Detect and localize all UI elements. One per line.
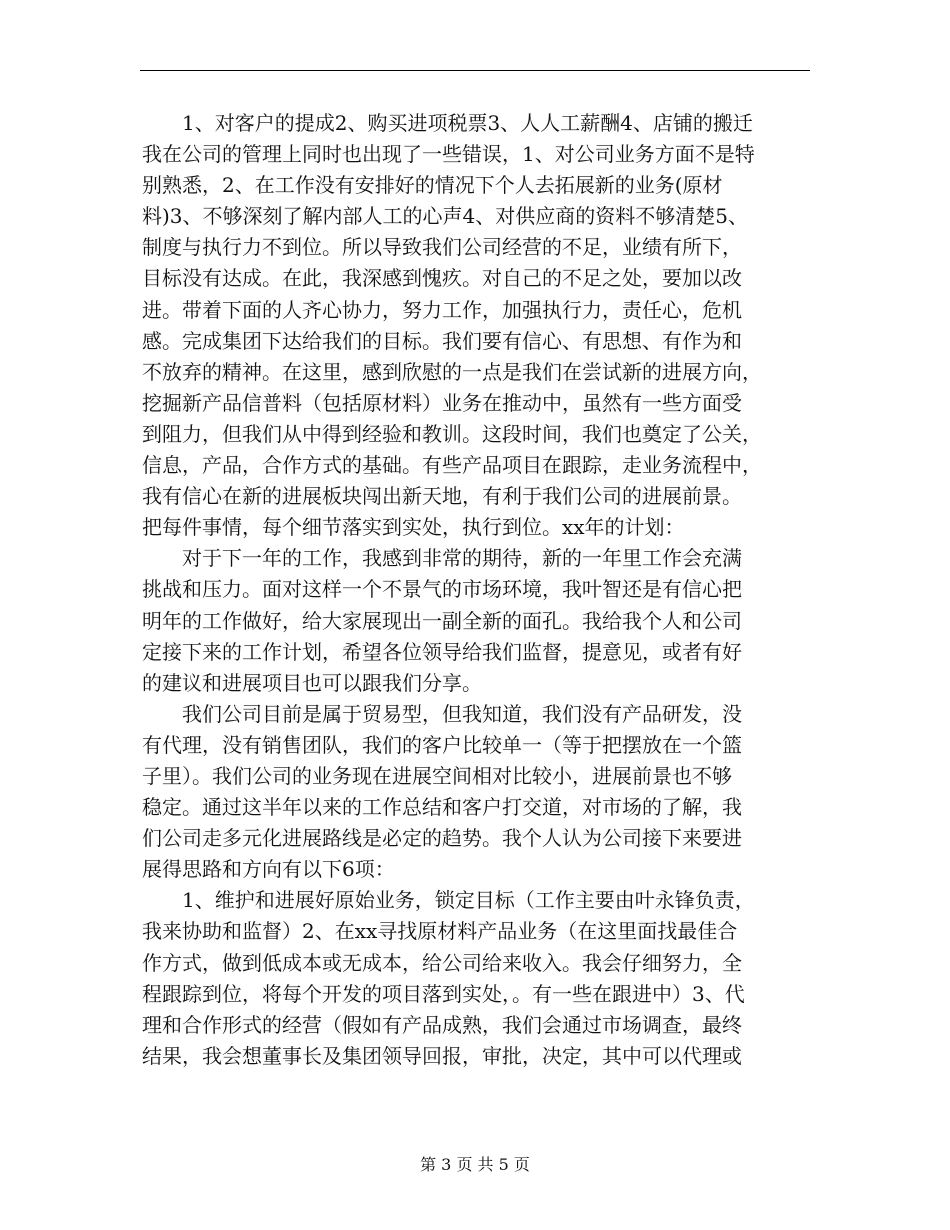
text-line: 对于下一年的工作，我感到非常的期待，新的一年里工作会充满 [182,546,742,571]
text-line: 信息，产品，合作方式的基础。有些产品项目在跟踪，走业务流程中， [142,453,762,478]
text-line: 明年的工作做好，给大家展现出一副全新的面孔。我给我个人和公司 [142,608,742,633]
text-line: 到阻力，但我们从中得到经验和教训。这段时间，我们也奠定了公关， [142,421,762,446]
header-rule [140,70,810,71]
text-line: 挖掘新产品信普料（包括原材料）业务在推动中，虽然有一些方面受 [142,390,742,415]
text-line: 结果，我会想董事长及集团领导回报，审批，决定，其中可以代理或 [142,1043,742,1068]
document-body [142,108,814,1072]
text-line: 我在公司的管理上同时也出现了一些错误，1、对公司业务方面不是特 [142,142,755,167]
text-line: 料)3、不够深刻了解内部人工的心声4、对供应商的资料不够清楚5、 [142,204,748,229]
text-line: 进。带着下面的人齐心协力，努力工作，加强执行力，责任心，危机 [142,297,742,322]
text-line: 目标没有达成。在此，我深感到愧疚。对自己的不足之处，要加以改 [142,266,742,291]
text-line: 有代理，没有销售团队，我们的客户比较单一（等于把摆放在一个篮 [142,732,742,757]
text-line: 1、对客户的提成2、购买进项税票3、人人工薪酬4、店铺的搬迁 [182,111,753,135]
text-line: 别熟悉，2、在工作没有安排好的情况下个人去拓展新的业务(原材 [142,173,723,198]
text-line: 的建议和进展项目也可以跟我们分享。 [142,670,482,695]
text-line: 们公司走多元化进展路线是必定的趋势。我个人认为公司接下来要进 [142,826,742,851]
text-line: 挑战和压力。面对这样一个不景气的市场环境，我叶智还是有信心把 [142,577,742,602]
text-line: 我有信心在新的进展板块闯出新天地，有利于我们公司的进展前景。 [142,484,742,509]
text-line: 把每件事情，每个细节落实到实处，执行到位。xx年的计划： [142,515,685,540]
text-line: 感。完成集团下达给我们的目标。我们要有信心、有思想、有作为和 [142,328,742,353]
text-line: 制度与执行力不到位。所以导致我们公司经营的不足，业绩有所下， [142,235,742,260]
text-line: 1、维护和进展好原始业务，锁定目标（工作主要由叶永锋负责， [182,888,755,913]
text-line: 理和合作形式的经营（假如有产品成熟，我们会通过市场调查，最终 [142,1012,742,1037]
text-line: 展得思路和方向有以下6项： [142,857,395,882]
text-line: 程跟踪到位，将每个开发的项目落到实处，。有一些在跟进中）3、代 [142,981,745,1006]
text-line: 子里）。我们公司的业务现在进展空间相对比较小，进展前景也不够 [142,763,732,788]
text-line: 我来协助和监督）2、在xx寻找原材料产品业务（在这里面找最佳合 [142,919,738,944]
text-line: 不放弃的精神。在这里，感到欣慰的一点是我们在尝试新的进展方向， [142,359,762,384]
text-line: 作方式，做到低成本或无成本，给公司给来收入。我会仔细努力，全 [142,950,742,975]
text-line: 定接下来的工作计划，希望各位领导给我们监督，提意见，或者有好 [142,639,742,664]
text-line: 稳定。通过这半年以来的工作总结和客户打交道，对市场的了解，我 [142,795,742,820]
page-footer: 第 3 页 共 5 页 [420,1155,530,1174]
text-line: 我们公司目前是属于贸易型，但我知道，我们没有产品研发，没 [182,701,742,726]
